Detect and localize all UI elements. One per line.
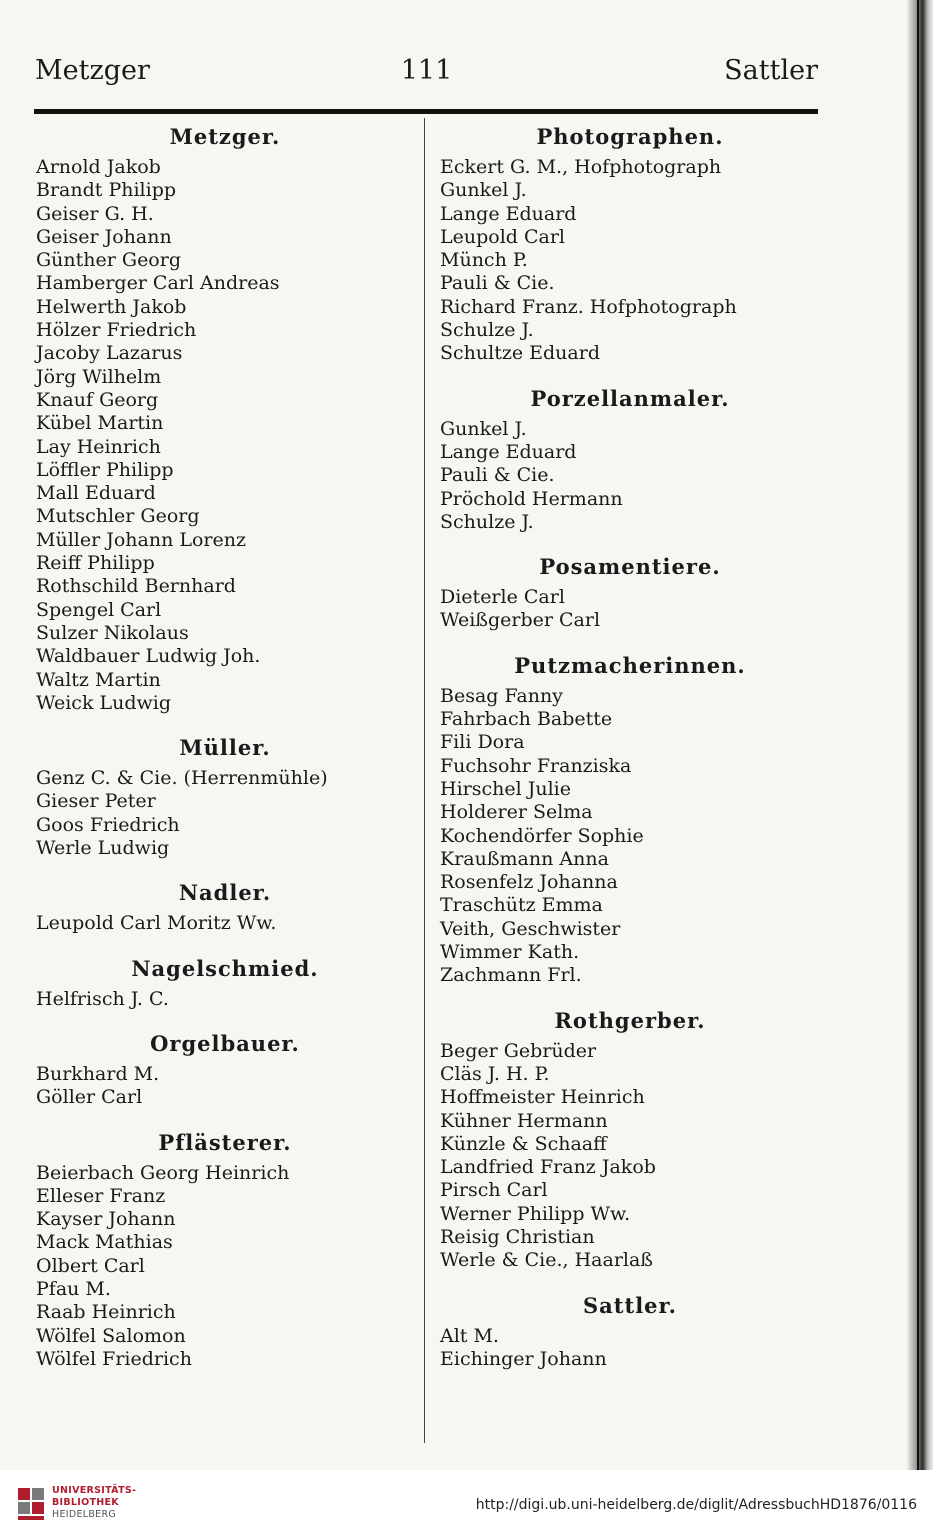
entry-name: Besag Fanny <box>440 684 563 707</box>
running-head-right: Sattler <box>724 55 818 86</box>
trade-heading: Sattler. <box>583 1292 677 1318</box>
entry-name: Pröchold Hermann <box>440 487 623 510</box>
entry-name: Münch P. <box>440 249 528 272</box>
entry-name: Fuchsohr Franziska <box>440 754 632 777</box>
entry-name: Burkhard M. <box>36 1062 160 1085</box>
entry-list <box>440 586 820 633</box>
entry-name: Mutschler Georg <box>36 505 200 528</box>
entry-name: Brandt Philipp <box>36 179 177 202</box>
entry-name: Weick Ludwig <box>36 691 172 714</box>
trade-section <box>36 118 414 715</box>
entry-list <box>440 418 820 534</box>
entry-name: Olbert Carl <box>36 1254 145 1277</box>
source-url-link[interactable]: http://digi.ub.uni-heidelberg.de/diglit/AdressbuchHD1876/0116 <box>475 1497 917 1513</box>
entry-name: Schultze Eduard <box>440 342 600 365</box>
entry-name: Helwerth Jakob <box>36 295 187 318</box>
entry-name: Hoffmeister Heinrich <box>440 1086 645 1109</box>
entry-name: Dieterle Carl <box>440 586 565 609</box>
trade-section <box>440 1287 820 1372</box>
entry-name: Jörg Wilhelm <box>36 365 162 388</box>
trade-section <box>440 647 820 988</box>
running-head-left: Metzger <box>35 55 150 86</box>
entry-name: Reiff Philipp <box>36 552 155 575</box>
trade-section <box>440 118 820 366</box>
entry-name: Knauf Georg <box>36 388 159 411</box>
entry-name: Kraußmann Anna <box>440 847 609 870</box>
entry-list <box>36 1063 414 1110</box>
entry-name: Alt M. <box>440 1324 499 1347</box>
trade-heading: Posamentiere. <box>539 554 721 580</box>
entry-list <box>440 156 820 366</box>
entry-name: Werner Philipp Ww. <box>440 1202 631 1225</box>
entry-list <box>440 1325 820 1372</box>
trade-heading: Pflästerer. <box>158 1129 292 1155</box>
entry-name: Reisig Christian <box>440 1225 595 1248</box>
entry-list <box>440 685 820 988</box>
entry-list <box>36 912 414 935</box>
section-gap <box>36 1011 414 1025</box>
entry-name: Werle Ludwig <box>36 837 170 860</box>
entry-name: Helfrisch J. C. <box>36 987 169 1010</box>
trade-heading: Putzmacherinnen. <box>514 652 746 678</box>
entry-name: Raab Heinrich <box>36 1301 176 1324</box>
trade-section <box>440 548 820 633</box>
entry-name: Kayser Johann <box>36 1208 176 1231</box>
entry-name: Schulze J. <box>440 319 534 342</box>
entry-name: Kübel Martin <box>36 412 164 435</box>
entry-name: Waltz Martin <box>36 668 161 691</box>
entry-name: Elleser Franz <box>36 1184 166 1207</box>
trade-section <box>36 874 414 935</box>
entry-name: Leupold Carl Moritz Ww. <box>36 912 277 935</box>
entry-name: Gunkel J. <box>440 179 527 202</box>
right-column <box>440 118 820 1371</box>
trade-heading: Rothgerber. <box>554 1007 706 1033</box>
entry-name: Geiser Johann <box>36 225 172 248</box>
entry-name: Hirschel Julie <box>440 777 571 800</box>
entry-list <box>36 156 414 715</box>
section-gap <box>440 988 820 1002</box>
entry-name: Rosenfelz Johanna <box>440 871 618 894</box>
library-logo-text <box>52 1485 136 1521</box>
entry-name: Wimmer Kath. <box>440 941 580 964</box>
section-gap <box>440 366 820 380</box>
entry-name: Werle & Cie., Haarlaß <box>440 1249 653 1272</box>
section-gap <box>36 715 414 729</box>
entry-name: Lange Eduard <box>440 202 577 225</box>
entry-name: Arnold Jakob <box>36 156 161 178</box>
entry-name: Jacoby Lazarus <box>36 342 183 365</box>
logo-line-3: HEIDELBERG <box>52 1509 117 1520</box>
entry-name: Waldbauer Ludwig Joh. <box>36 645 261 668</box>
entry-name: Lay Heinrich <box>36 435 161 458</box>
entry-name: Künzle & Schaaff <box>440 1132 607 1155</box>
entry-name: Veith, Geschwister <box>440 917 621 940</box>
entry-list <box>36 767 414 860</box>
binding-edge <box>907 0 933 1470</box>
entry-name: Pirsch Carl <box>440 1179 548 1202</box>
entry-list <box>36 1162 414 1372</box>
trade-heading: Metzger. <box>169 124 281 149</box>
entry-name: Traschütz Emma <box>440 894 603 917</box>
entry-list <box>440 1040 820 1273</box>
entry-name: Eckert G. M., Hofphotograph <box>440 156 722 178</box>
entry-name: Kochendörfer Sophie <box>440 824 644 847</box>
section-gap <box>440 534 820 548</box>
running-head <box>35 55 818 95</box>
logo-line-2: BIBLIOTHEK <box>52 1497 119 1508</box>
entry-name: Lange Eduard <box>440 440 577 463</box>
logo-line-1: UNIVERSITÄTS- <box>52 1485 137 1496</box>
entry-name: Hölzer Friedrich <box>36 319 197 342</box>
left-column <box>36 118 414 1371</box>
entry-name: Beger Gebrüder <box>440 1039 597 1062</box>
page-number: 111 <box>400 55 453 86</box>
entry-name: Müller Johann Lorenz <box>36 528 246 551</box>
entry-name: Wölfel Friedrich <box>36 1347 192 1370</box>
entry-name: Goos Friedrich <box>36 813 180 836</box>
entry-name: Pauli & Cie. <box>440 464 555 487</box>
trade-section <box>440 380 820 534</box>
entry-name: Gieser Peter <box>36 790 156 813</box>
trade-heading: Photographen. <box>536 124 724 149</box>
trade-section <box>36 1025 414 1110</box>
entry-name: Kühner Hermann <box>440 1109 608 1132</box>
entry-name: Fili Dora <box>440 731 525 754</box>
entry-name: Landfried Franz Jakob <box>440 1156 656 1179</box>
entry-name: Eichinger Johann <box>440 1347 607 1370</box>
column-divider <box>424 118 425 1443</box>
entry-name: Pauli & Cie. <box>440 272 555 295</box>
binding-edge-line <box>917 0 919 1470</box>
section-gap <box>36 1110 414 1124</box>
entry-name: Leupold Carl <box>440 225 566 248</box>
footer-bar <box>0 1470 933 1539</box>
entry-name: Sulzer Nikolaus <box>36 621 189 644</box>
entry-name: Rothschild Bernhard <box>36 575 236 598</box>
entry-name: Zachmann Frl. <box>440 964 582 987</box>
header-rule <box>34 109 818 114</box>
entry-name: Holderer Selma <box>440 801 593 824</box>
entry-name: Genz C. & Cie. (Herrenmühle) <box>36 767 328 790</box>
library-logo-icon <box>16 1484 46 1524</box>
section-gap <box>440 1273 820 1287</box>
entry-name: Pfau M. <box>36 1277 111 1300</box>
entry-name: Geiser G. H. <box>36 202 154 225</box>
entry-name: Günther Georg <box>36 249 181 272</box>
trade-heading: Nadler. <box>178 880 272 906</box>
entry-name: Hamberger Carl Andreas <box>36 272 280 295</box>
trade-heading: Nagelschmied. <box>131 955 319 981</box>
entry-name: Cläs J. H. P. <box>440 1062 550 1085</box>
entry-name: Löffler Philipp <box>36 458 174 481</box>
entry-name: Spengel Carl <box>36 598 162 621</box>
trade-heading: Müller. <box>179 735 271 761</box>
entry-name: Weißgerber Carl <box>440 609 601 632</box>
entry-name: Mall Eduard <box>36 482 156 505</box>
entry-name: Wölfel Salomon <box>36 1324 186 1347</box>
trade-section <box>36 1124 414 1372</box>
entry-name: Mack Mathias <box>36 1231 173 1254</box>
entry-list <box>36 988 414 1011</box>
entry-name: Gunkel J. <box>440 417 527 440</box>
section-gap <box>36 936 414 950</box>
trade-section <box>440 1002 820 1273</box>
entry-name: Fahrbach Babette <box>440 708 613 731</box>
trade-heading: Porzellanmaler. <box>530 385 730 411</box>
section-gap <box>36 860 414 874</box>
entry-name: Schulze J. <box>440 510 534 533</box>
entry-name: Göller Carl <box>36 1086 143 1109</box>
trade-section <box>36 729 414 860</box>
entry-name: Beierbach Georg Heinrich <box>36 1161 290 1184</box>
section-gap <box>440 633 820 647</box>
entry-name: Richard Franz. Hofphotograph <box>440 295 737 318</box>
trade-section <box>36 950 414 1011</box>
trade-heading: Orgelbauer. <box>150 1030 300 1056</box>
